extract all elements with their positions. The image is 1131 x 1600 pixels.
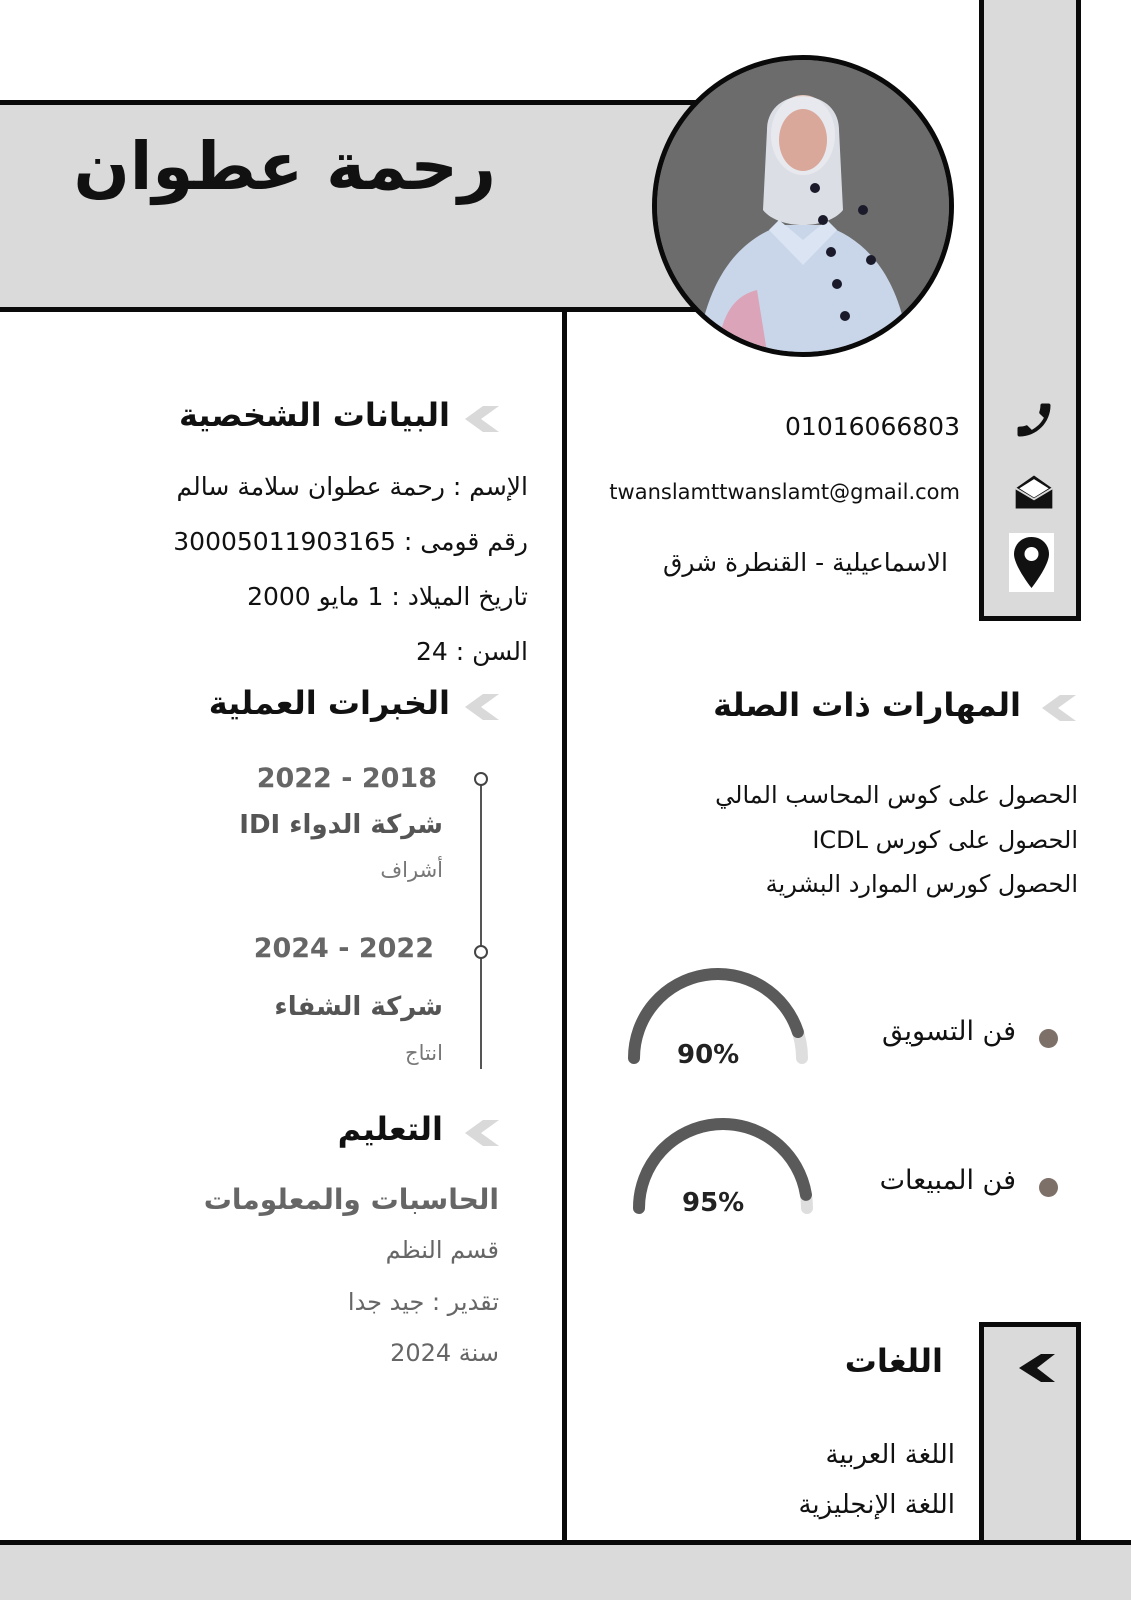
gauge-value: 95% bbox=[682, 1188, 745, 1218]
experience-company: شركة الدواء IDI bbox=[239, 810, 443, 840]
chevron-left-icon bbox=[1017, 1352, 1057, 1388]
footer-band bbox=[0, 1540, 1131, 1600]
skill-item: الحصول على كوس المحاسب المالي bbox=[715, 781, 1078, 809]
skill-item: الحصول كورس الموارد البشرية bbox=[765, 870, 1078, 898]
location-pin-icon bbox=[1009, 533, 1054, 592]
language-item: اللغة الإنجليزية bbox=[798, 1490, 955, 1520]
section-title-education: التعليم bbox=[337, 1110, 443, 1148]
full-name: رحمة عطوان bbox=[73, 128, 496, 205]
personal-birthdate: تاريخ الميلاد : 1 مايو 2000 bbox=[247, 582, 528, 611]
skill-item: الحصول على كورس ICDL bbox=[812, 826, 1078, 854]
gauge-label: فن التسويق bbox=[882, 1016, 1016, 1047]
section-title-personal: البيانات الشخصية bbox=[178, 396, 450, 434]
education-faculty: الحاسبات والمعلومات bbox=[203, 1183, 499, 1216]
personal-name: الإسم : رحمة عطوان سلامة سالم bbox=[176, 472, 528, 501]
profile-photo-illustration bbox=[657, 60, 949, 352]
bullet-dot bbox=[1039, 1029, 1058, 1048]
chevron-left-icon bbox=[463, 692, 501, 726]
phone-number: 01016066803 bbox=[785, 412, 960, 441]
chevron-left-icon bbox=[463, 1118, 501, 1152]
section-title-languages: اللغات bbox=[844, 1342, 943, 1380]
phone-icon bbox=[1012, 398, 1056, 442]
gauge-label: فن المبيعات bbox=[879, 1165, 1016, 1196]
personal-age: السن : 24 bbox=[415, 637, 528, 666]
experience-role: أشراف bbox=[380, 858, 443, 882]
experience-role: انتاج bbox=[405, 1041, 443, 1065]
email-address: twanslamttwanslamt@gmail.com bbox=[609, 480, 960, 504]
bullet-dot bbox=[1039, 1178, 1058, 1197]
envelope-icon bbox=[1012, 470, 1056, 514]
column-divider bbox=[562, 310, 567, 1545]
experience-years: 2024 - 2022 bbox=[253, 933, 434, 964]
experience-company: شركة الشفاء bbox=[274, 992, 443, 1022]
education-department: قسم النظم bbox=[385, 1236, 499, 1264]
timeline-line bbox=[480, 779, 482, 1069]
chevron-left-icon bbox=[463, 404, 501, 438]
address: الاسماعيلية - القنطرة شرق bbox=[662, 548, 948, 577]
section-title-experience: الخبرات العملية bbox=[208, 684, 450, 722]
timeline-dot bbox=[474, 945, 488, 959]
language-item: اللغة العربية bbox=[825, 1440, 955, 1470]
education-year: سنة 2024 bbox=[390, 1339, 499, 1367]
education-grade: تقدير : جيد جدا bbox=[347, 1288, 499, 1316]
contact-strip bbox=[979, 0, 1081, 621]
experience-years: 2022 - 2018 bbox=[256, 763, 437, 794]
section-title-skills: المهارات ذات الصلة bbox=[713, 686, 1021, 724]
chevron-left-icon bbox=[1040, 693, 1078, 727]
profile-photo bbox=[652, 55, 954, 357]
personal-national-id: رقم قومى : 30005011903165 bbox=[173, 527, 528, 556]
gauge-value: 90% bbox=[677, 1040, 740, 1070]
timeline-dot bbox=[474, 772, 488, 786]
